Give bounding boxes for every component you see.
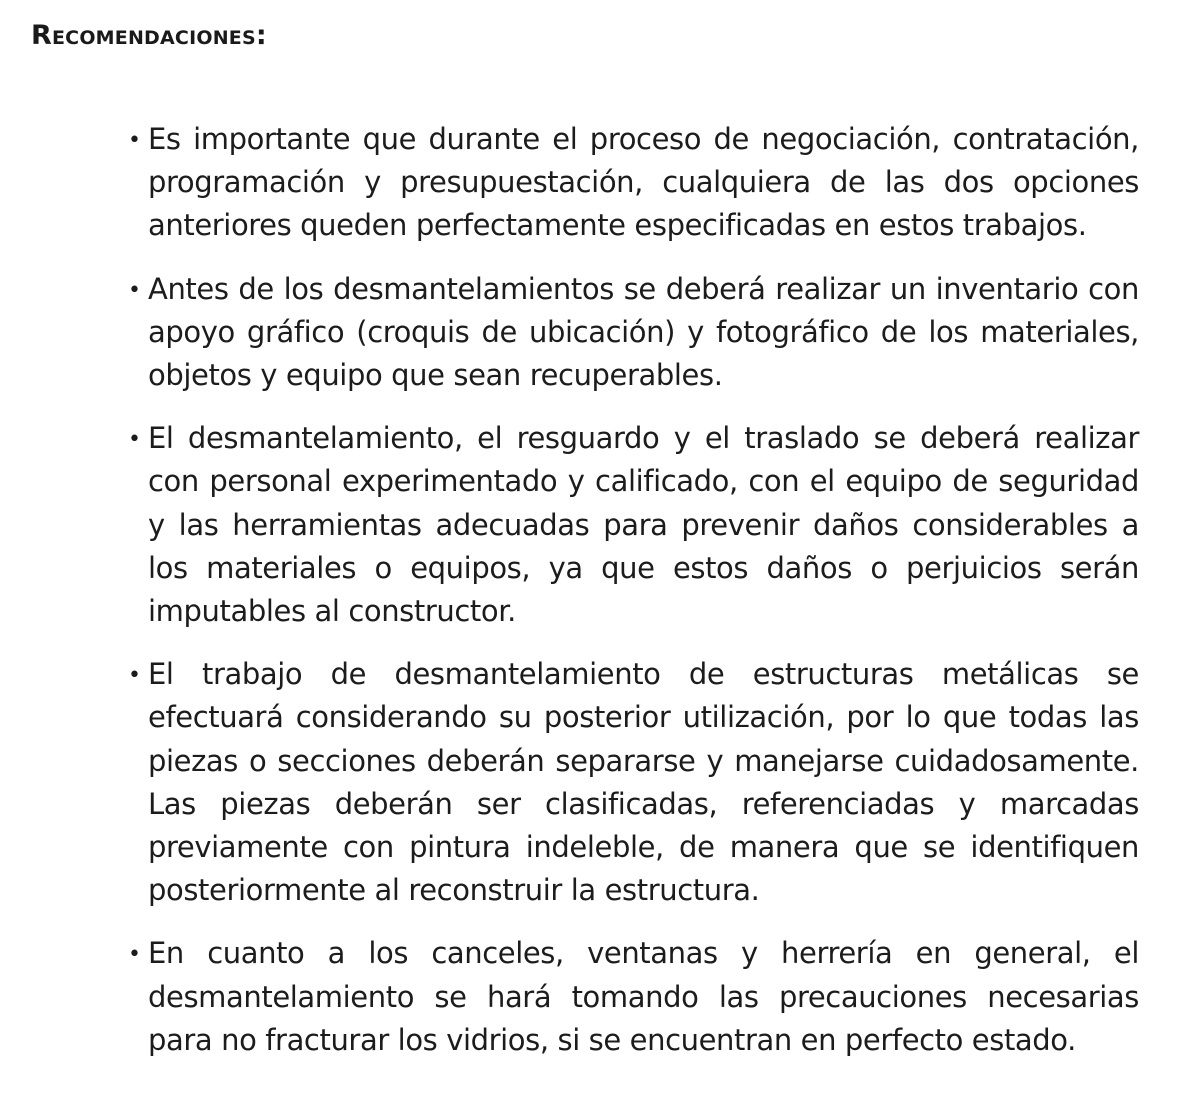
bullet-icon: • xyxy=(128,942,141,968)
list-item-text: El trabajo de desmantelamiento de estructuras metálicas se efectuará considerando su posterior utilización, por lo que todas las piezas o secciones deberán separarse y manejarse cuidadosamente. Las piezas deberán ser clasificadas, referenciadas y marcadas previamente con pintura indeleble, de manera que se identifiquen posteriormente al reconstruir la estructura. xyxy=(148,657,1139,908)
bullet-icon: • xyxy=(128,427,141,453)
list-item-text: Es importante que durante el proceso de negociación, contratación, programación y presupuestación, cualquiera de las dos opciones anteriores queden perfectamente especificadas en estos trabajos. xyxy=(148,122,1139,243)
bullet-icon: • xyxy=(128,277,141,303)
section-heading: Recomendaciones: xyxy=(31,20,267,51)
recommendations-list xyxy=(128,118,1139,1082)
list-item-text: En cuanto a los canceles, ventanas y herrería en general, el desmantelamiento se hará tomando las precauciones necesarias para no fracturar los vidrios, si se encuentran en perfecto estado. xyxy=(148,936,1139,1057)
bullet-icon: • xyxy=(128,663,141,689)
list-item-text: El desmantelamiento, el resguardo y el traslado se deberá realizar con personal experimentado y calificado, con el equipo de seguridad y las herramientas adecuadas para prevenir daños considerables a los materiales o equipos, ya que estos daños o perjuicios serán imputables al constructor. xyxy=(148,421,1139,629)
list-item xyxy=(128,653,1139,912)
list-item xyxy=(128,932,1139,1062)
list-item-text: Antes de los desmantelamientos se deberá realizar un inventario con apoyo gráfico (croquis de ubicación) y fotográfico de los materiales, objetos y equipo que sean recuperables. xyxy=(148,271,1139,393)
bullet-icon: • xyxy=(128,128,141,153)
list-item xyxy=(128,268,1139,398)
list-item xyxy=(128,417,1139,633)
list-item xyxy=(128,118,1139,248)
